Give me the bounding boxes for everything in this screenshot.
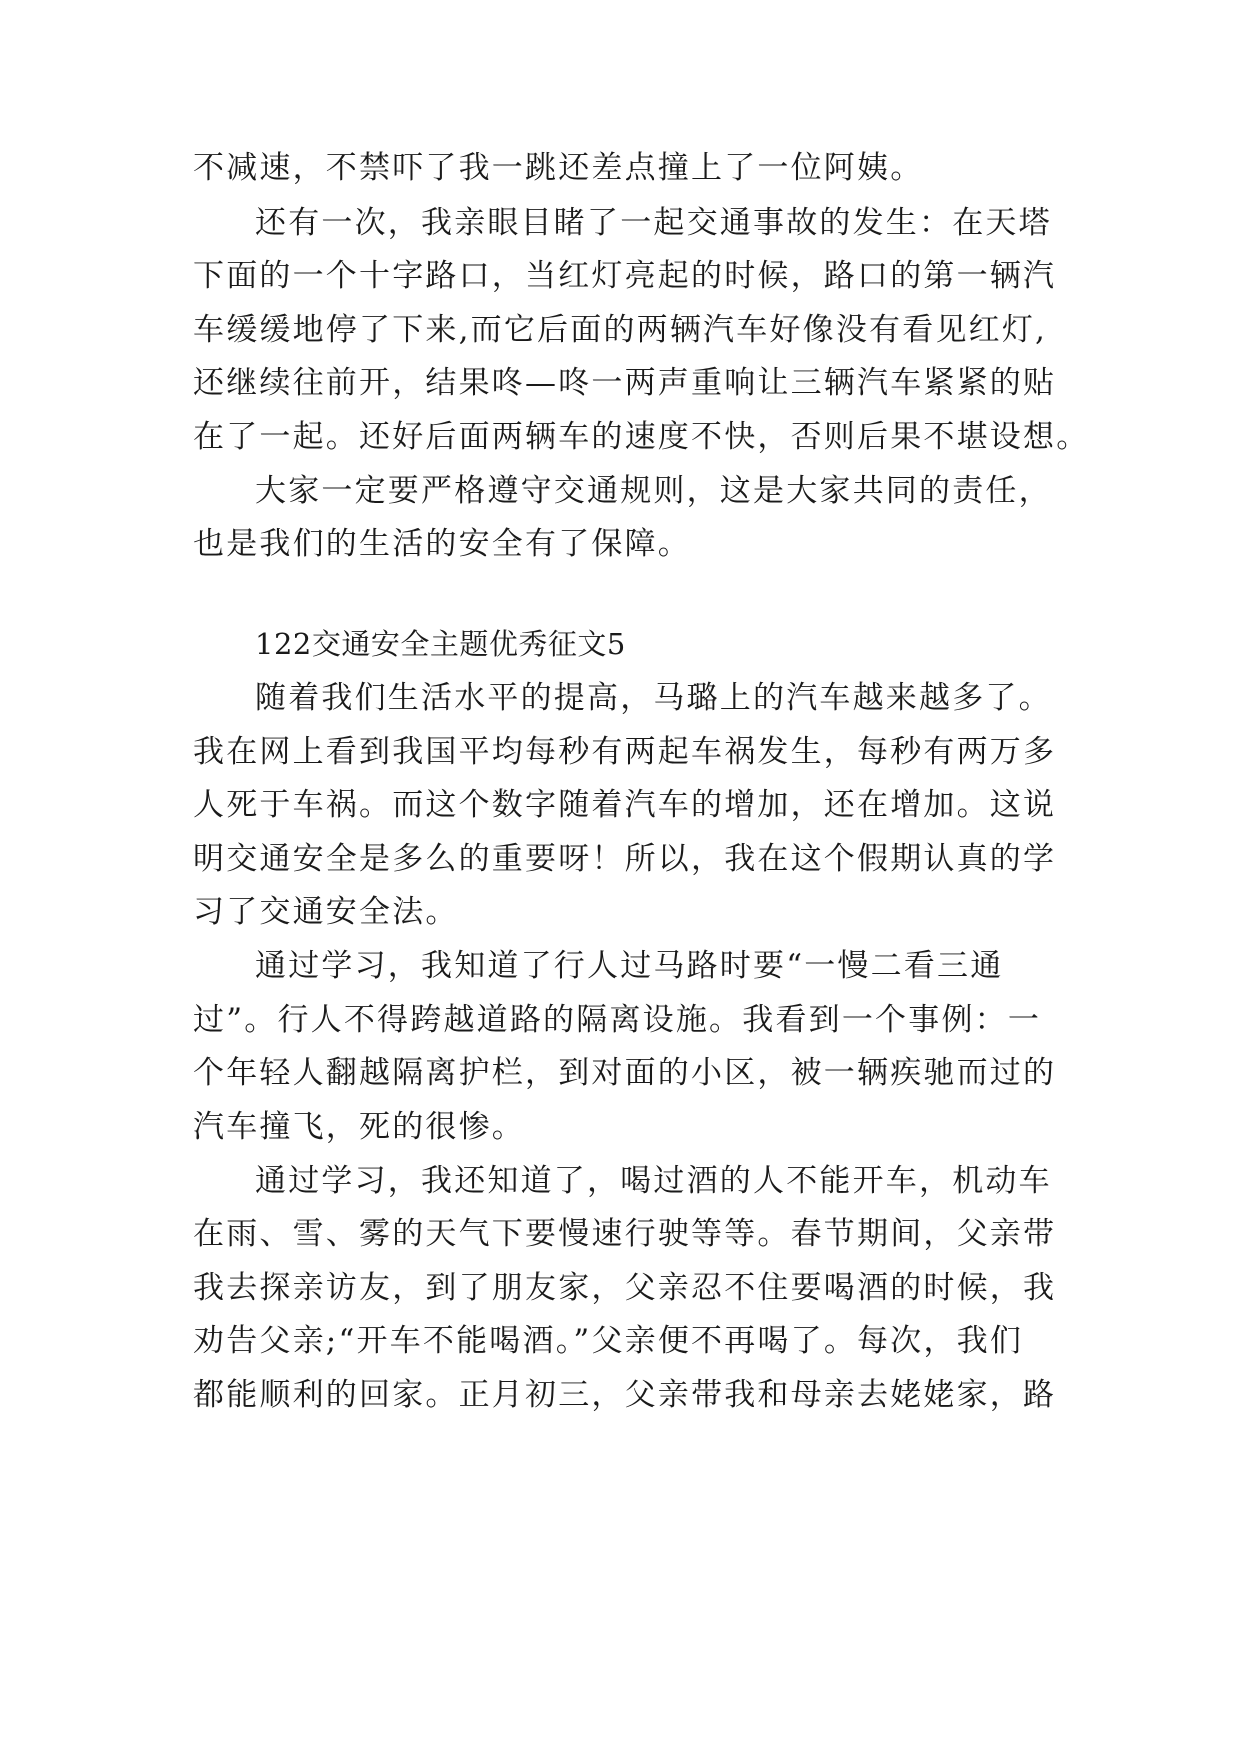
text-line: 我去探亲访友，到了朋友家，父亲忍不住要喝酒的时候，我: [193, 1270, 1057, 1306]
text-line: 在雨、雪、雾的天气下要慢速行驶等等。春节期间，父亲带: [193, 1216, 1057, 1252]
section-heading: 122交通安全主题优秀征文5: [255, 627, 626, 661]
text-line: 也是我们的生活的安全有了保障。: [193, 526, 691, 562]
paragraph-start-line: 通过学习，我还知道了，喝过酒的人不能开车，机动车: [255, 1163, 1052, 1199]
text-line: 人死于车祸。而这个数字随着汽车的增加，还在增加。这说: [193, 787, 1057, 823]
text-line: 在了一起。还好后面两辆车的速度不快，否则后果不堪设想。: [193, 419, 1090, 455]
text-line: 我在网上看到我国平均每秒有两起车祸发生，每秒有两万多: [193, 734, 1057, 770]
paragraph-start-line: 随着我们生活水平的提高，马璐上的汽车越来越多了。: [255, 680, 1052, 716]
text-line: 还继续往前开，结果咚—咚一两声重响让三辆汽车紧紧的贴: [193, 365, 1057, 401]
paragraph-start-line: 大家一定要严格遵守交通规则，这是大家共同的责任，: [255, 473, 1052, 509]
text-line: 都能顺利的回家。正月初三，父亲带我和母亲去姥姥家，路: [193, 1377, 1057, 1413]
paragraph-start-line: 还有一次，我亲眼目睹了一起交通事故的发生：在天塔: [255, 205, 1052, 241]
text-line: 明交通安全是多么的重要呀！所以，我在这个假期认真的学: [193, 841, 1057, 877]
text-line: 个年轻人翻越隔离护栏，到对面的小区，被一辆疾驰而过的: [193, 1055, 1057, 1091]
text-line: 不减速，不禁吓了我一跳还差点撞上了一位阿姨。: [193, 150, 924, 186]
text-line: 习了交通安全法。: [193, 894, 459, 930]
text-line: 劝告父亲;“开车不能喝酒。”父亲便不再喝了。每次，我们: [193, 1323, 1024, 1359]
text-line: 过”。行人不得跨越道路的隔离设施。我看到一个事例：一: [193, 1002, 1042, 1038]
text-line: 车缓缓地停了下来,而它后面的两辆汽车好像没有看见红灯,: [193, 312, 1048, 348]
text-line: 下面的一个十字路口，当红灯亮起的时候，路口的第一辆汽: [193, 258, 1057, 294]
paragraph-start-line: 通过学习，我知道了行人过马路时要“一慢二看三通: [255, 948, 1004, 984]
text-line: 汽车撞飞，死的很惨。: [193, 1109, 525, 1145]
